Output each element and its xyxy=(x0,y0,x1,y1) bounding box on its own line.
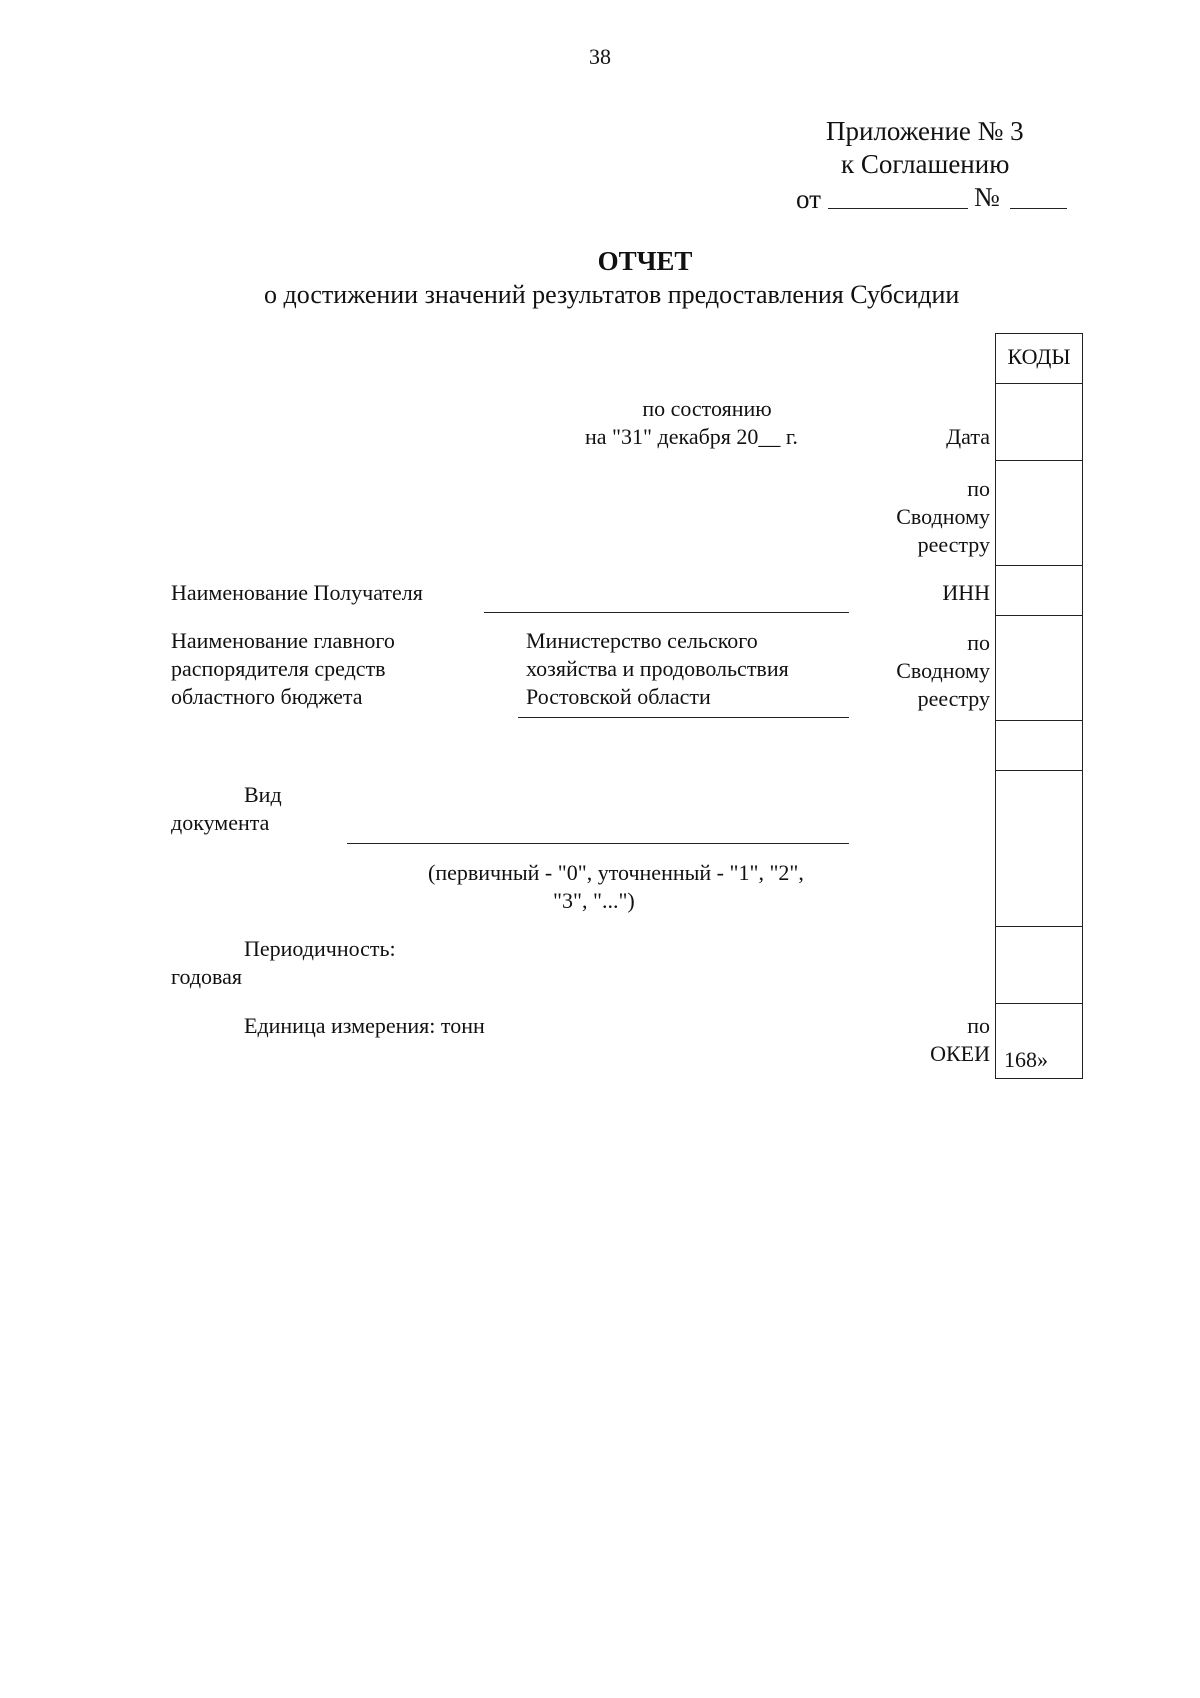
recipient-name-line xyxy=(484,612,849,613)
page-number: 38 xyxy=(589,44,611,69)
appendix-date-label: от xyxy=(796,184,821,214)
svod-registry-label-1a: по xyxy=(967,476,990,501)
codes-row-divider xyxy=(996,770,1082,771)
svod-registry-label-2c: реестру xyxy=(917,686,990,711)
as-of-line-2: на "31" декабря 20__ г. xyxy=(585,424,798,449)
okei-label-a: по xyxy=(967,1013,990,1038)
codes-row-divider xyxy=(996,565,1082,566)
report-subtitle: о достижении значений результатов предоставления Субсидии xyxy=(264,280,960,309)
codes-row-divider xyxy=(996,926,1082,927)
report-title: ОТЧЕТ xyxy=(597,246,693,276)
manager-label-2: распорядителя средств xyxy=(171,656,386,681)
codes-header: КОДЫ xyxy=(1007,344,1071,369)
svod-registry-label-1b: Сводному xyxy=(896,504,990,529)
svod-registry-label-2a: по xyxy=(967,630,990,655)
as-of-line-1: по состоянию xyxy=(642,396,772,421)
okei-label-b: ОКЕИ xyxy=(930,1041,990,1066)
recipient-label: Наименование Получателя xyxy=(171,580,423,605)
doc-type-line xyxy=(347,843,849,844)
doc-type-hint-1: (первичный - "0", уточненный - "1", "2", xyxy=(428,860,804,885)
periodicity-label: Периодичность: xyxy=(244,936,396,961)
doc-type-label-2: документа xyxy=(171,810,270,835)
doc-type-hint-2: "3", "...") xyxy=(553,888,635,913)
manager-value-3: Ростовской области xyxy=(526,684,711,709)
manager-value-1: Министерство сельского xyxy=(526,628,758,653)
manager-underline xyxy=(518,717,849,718)
date-label: Дата xyxy=(946,424,990,449)
codes-row-divider xyxy=(996,460,1082,461)
doc-type-label-1: Вид xyxy=(244,782,282,807)
periodicity-value: годовая xyxy=(171,964,243,989)
codes-row-divider xyxy=(996,383,1082,384)
codes-table xyxy=(995,333,1083,1079)
appendix-number-label: № xyxy=(974,182,1000,212)
appendix-line-2: к Соглашению xyxy=(841,149,1010,179)
appendix-date-blank xyxy=(828,208,968,209)
appendix-number-blank xyxy=(1010,208,1067,209)
appendix-line-1: Приложение № 3 xyxy=(826,116,1024,146)
okei-code-value: 168» xyxy=(1004,1047,1048,1072)
manager-label-1: Наименование главного xyxy=(171,628,395,653)
codes-row-divider xyxy=(996,615,1082,616)
svod-registry-label-2b: Сводному xyxy=(896,658,990,683)
unit-label: Единица измерения: тонн xyxy=(244,1013,485,1038)
manager-label-3: областного бюджета xyxy=(171,684,363,709)
codes-row-divider xyxy=(996,720,1082,721)
manager-value-2: хозяйства и продовольствия xyxy=(526,656,789,681)
inn-label: ИНН xyxy=(942,580,990,605)
codes-row-divider xyxy=(996,1003,1082,1004)
svod-registry-label-1c: реестру xyxy=(917,532,990,557)
